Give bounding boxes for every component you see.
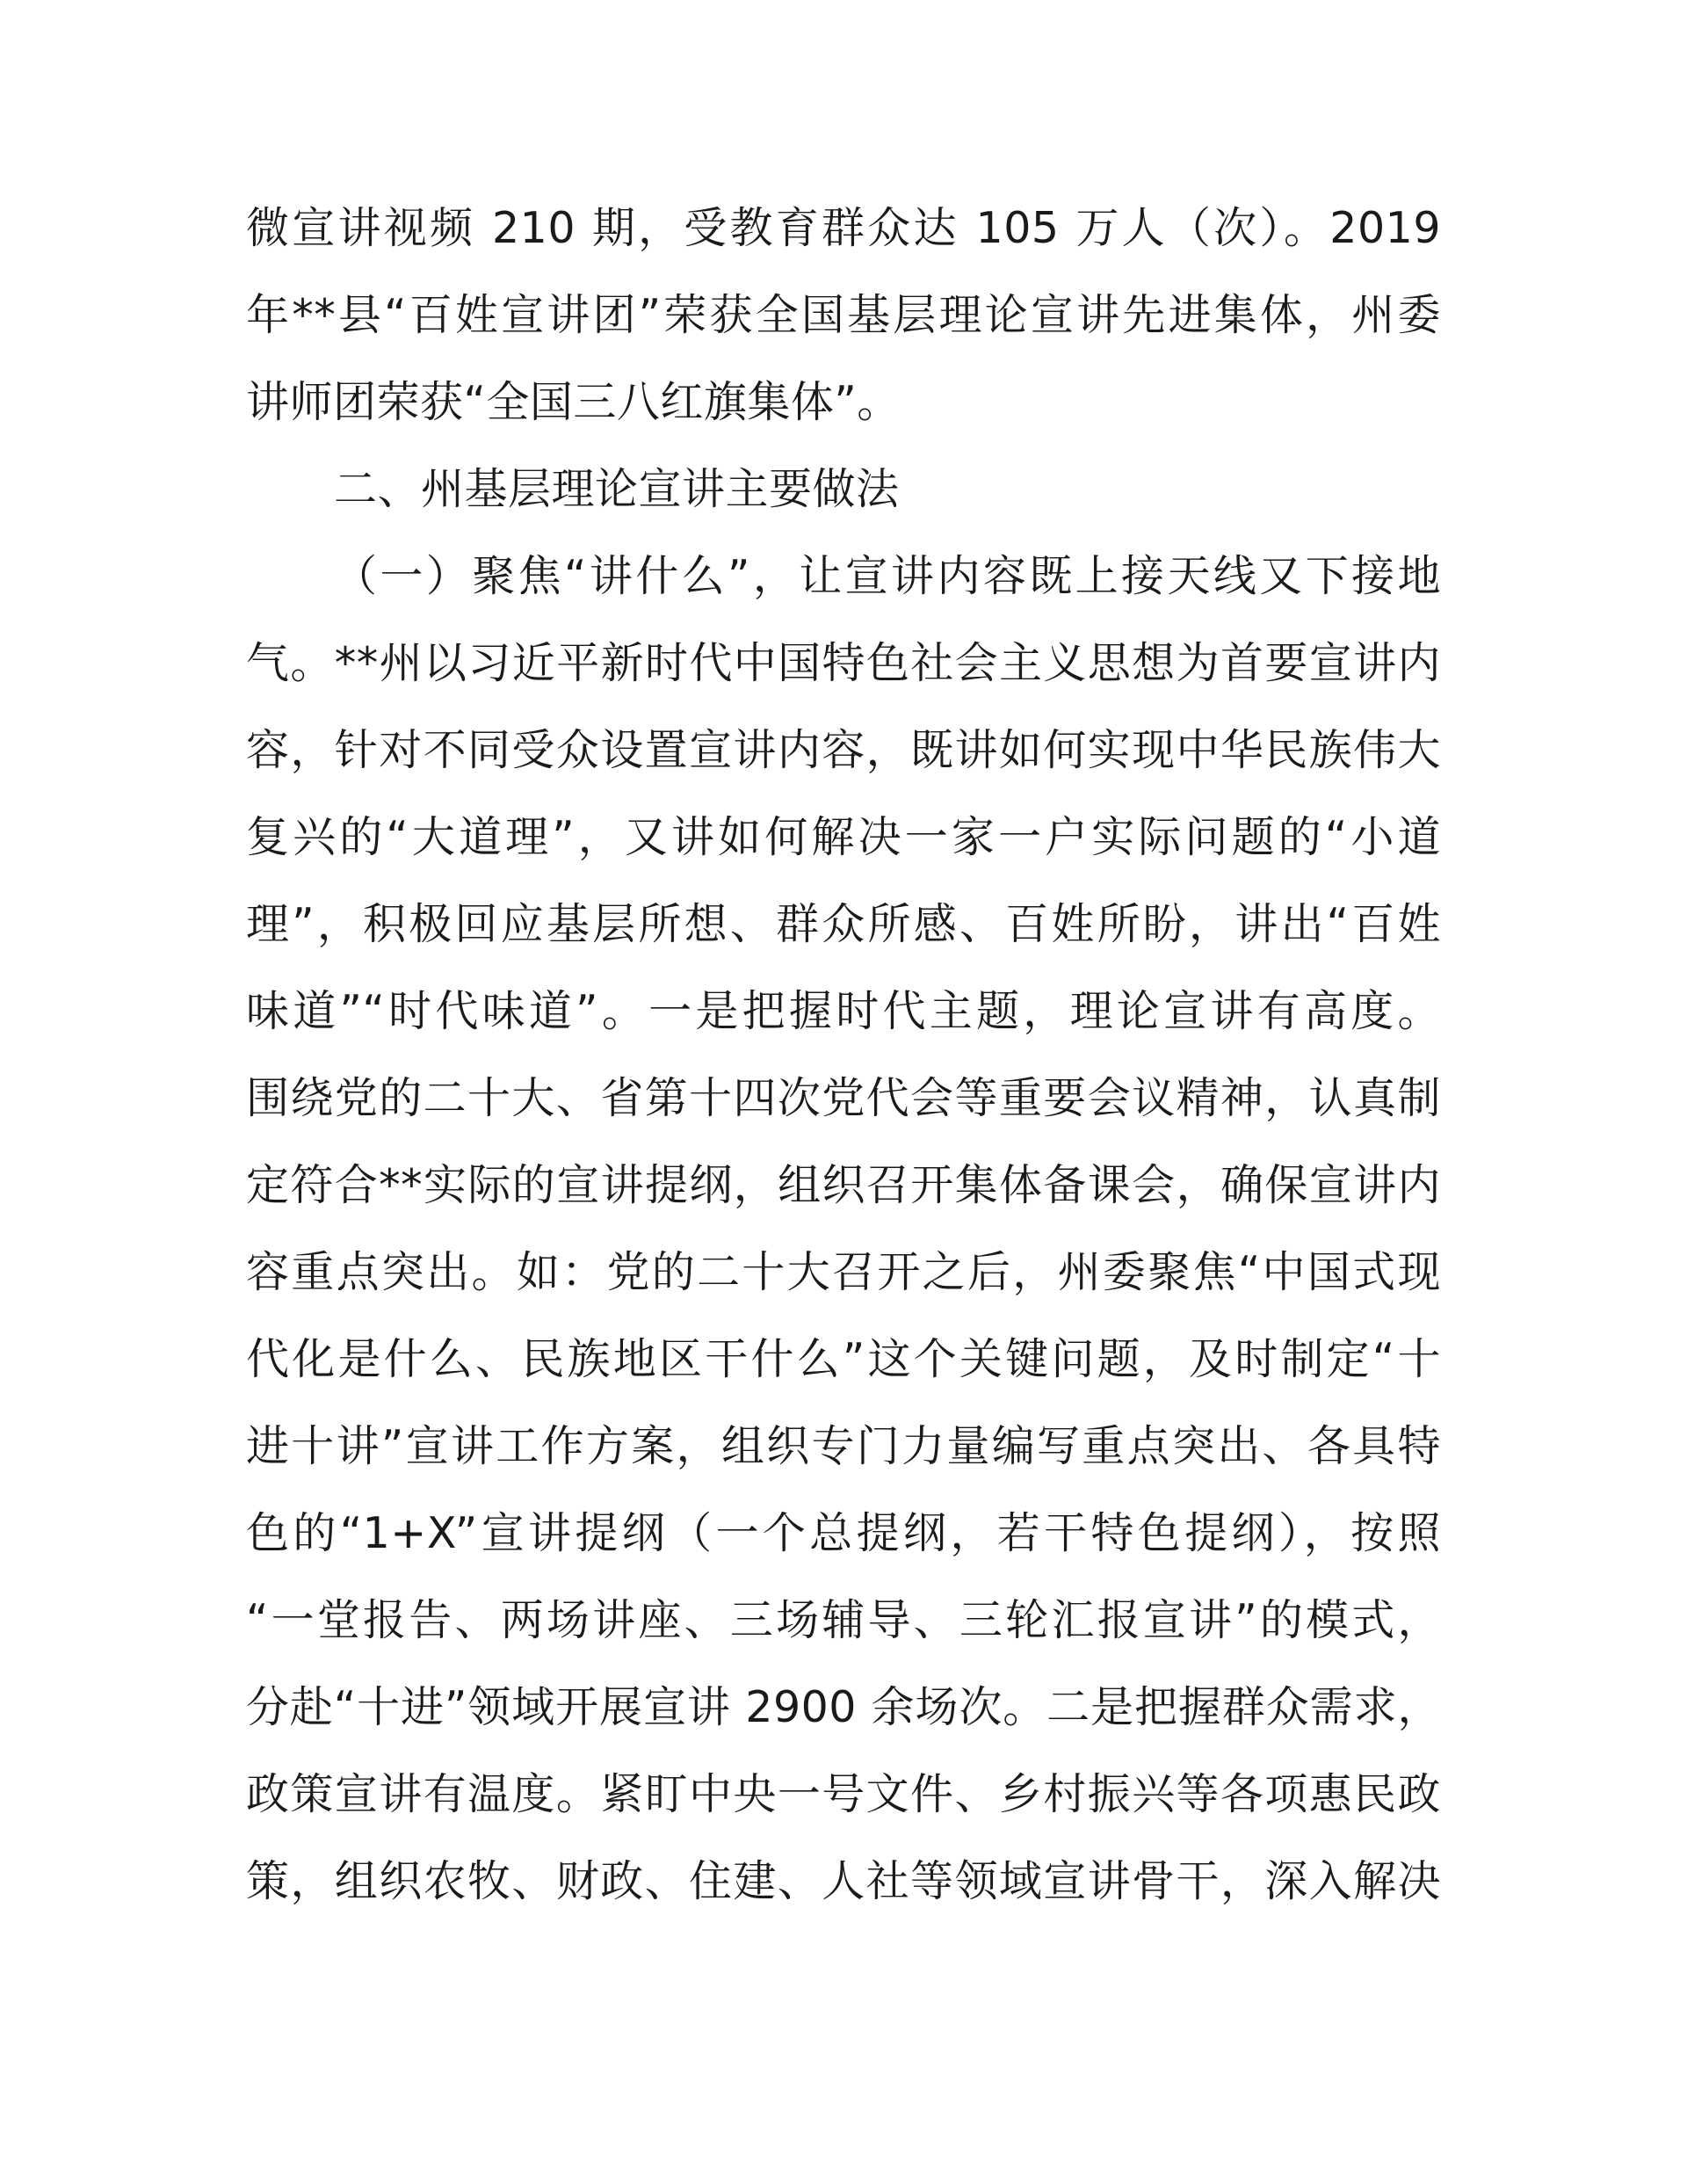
text-line: 色的“1+X”宣讲提纲（一个总提纲，若干特色提纲），按照	[246, 1508, 1441, 1558]
document-body	[246, 185, 1441, 1925]
text-line: 政策宣讲有温度。紧盯中央一号文件、乡村振兴等各项惠民政	[246, 1769, 1441, 1819]
section-heading: 二、州基层理论宣讲主要做法	[334, 464, 900, 514]
text-line: 代化是什么、民族地区干什么”这个关键问题，及时制定“十	[246, 1334, 1441, 1384]
subsection-heading: （一）聚焦“讲什么”，让宣讲内容既上接天线又下接地	[334, 551, 1441, 601]
text-line: “一堂报告、两场讲座、三场辅导、三轮汇报宣讲”的模式，	[246, 1595, 1441, 1645]
text-line: 分赴“十进”领域开展宣讲 2900 余场次。二是把握群众需求，	[246, 1682, 1441, 1732]
text-line: 年**县“百姓宣讲团”荣获全国基层理论宣讲先进集体，州委	[246, 290, 1441, 340]
text-line: 复兴的“大道理”，又讲如何解决一家一户实际问题的“小道	[246, 812, 1441, 862]
text-line: 容重点突出。如：党的二十大召开之后，州委聚焦“中国式现	[246, 1247, 1441, 1297]
text-line: 气。**州以习近平新时代中国特色社会主义思想为首要宣讲内	[246, 638, 1441, 688]
text-line: 味道”“时代味道”。一是把握时代主题，理论宣讲有高度。	[246, 986, 1441, 1036]
text-line: 容，针对不同受众设置宣讲内容，既讲如何实现中华民族伟大	[246, 725, 1441, 775]
text-line: 微宣讲视频 210 期，受教育群众达 105 万人（次）。2019	[246, 203, 1441, 253]
text-line: 围绕党的二十大、省第十四次党代会等重要会议精神，认真制	[246, 1073, 1441, 1123]
text-line: 讲师团荣获“全国三八红旗集体”。	[246, 377, 901, 427]
text-line: 定符合**实际的宣讲提纲，组织召开集体备课会，确保宣讲内	[246, 1160, 1441, 1210]
text-line: 策，组织农牧、财政、住建、人社等领域宣讲骨干，深入解决	[246, 1856, 1441, 1906]
text-line: 理”，积极回应基层所想、群众所感、百姓所盼，讲出“百姓	[246, 899, 1441, 949]
text-line: 进十讲”宣讲工作方案，组织专门力量编写重点突出、各具特	[246, 1421, 1441, 1471]
